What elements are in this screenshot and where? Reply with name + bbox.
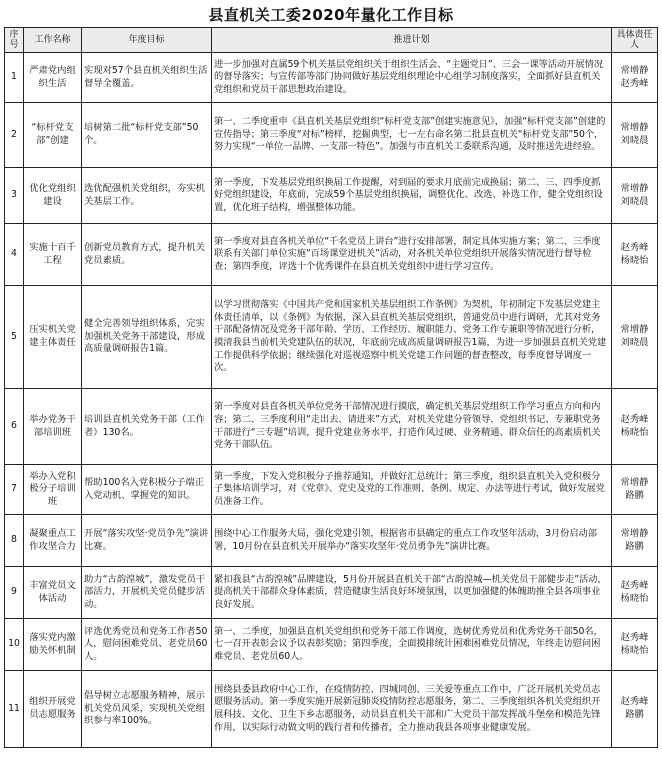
row-plan: 第一季度对县直各机关单位党务干部情况进行摸底，确定机关基层党组织工作学习重点方向和内容；第二、三季度利用“走出去、请进来”方式，对机关党建分管领导、党组织书记、专兼职党务干部进行“三专题”培训，提升党建业务水平，打造作风过硬、业务精通、群众信任的高素质机关党务干部队伍。 — [212, 389, 612, 465]
row-name: “标杆党支部”创建 — [24, 103, 82, 168]
row-no: 9 — [5, 567, 24, 619]
owner-name: 刘晓晨 — [620, 195, 649, 207]
row-owner — [612, 515, 658, 567]
row-name: 组织开展党员志愿服务 — [24, 671, 82, 748]
row-plan: 围绕中心工作服务大局，强化党建引领，根据省市县确定的重点工作攻坚年活动，3月份启动部署，10月份在县直机关开展举办“落实攻坚年·党员勇争先”演讲比赛。 — [212, 515, 612, 567]
owner-name: 常增静 — [620, 182, 649, 194]
row-goal: 创新党员教育方式，提升机关党员素质。 — [82, 224, 212, 286]
owner-name: 常增静 — [620, 324, 649, 336]
row-plan: 第一、二季度，加强县直机关党组织和党务干部工作调度，选树优秀党员和优秀党务干部50名，七一召开表彰会议予以表彰奖励；第四季度，全面摸排统计困难困难党员情况，年终走访慰问困难党员、老党员60人。 — [212, 619, 612, 671]
row-name: 落实党内激励关怀机制 — [24, 619, 82, 671]
row-no: 4 — [5, 224, 24, 286]
owner-name: 赵秀峰 — [620, 696, 649, 708]
row-goal: 培训县直机关党务干部（工作者）130名。 — [82, 389, 212, 465]
owner-name: 杨晓怡 — [620, 592, 649, 604]
row-goal: 健全完善领导组织体系，完实加强机关党务干部建设，形成高质量调研报告1篇。 — [82, 286, 212, 389]
header-owner: 具体责任人 — [612, 28, 658, 53]
owner-name: 刘晓晨 — [620, 135, 649, 146]
owner-name: 赵秀峰 — [620, 241, 649, 253]
owner-name: 赵秀峰 — [620, 631, 649, 643]
table-row — [5, 389, 658, 465]
table-header-row — [5, 28, 658, 53]
owner-name: 杨晓怡 — [620, 644, 649, 656]
row-name: 凝聚重点工作攻坚合力 — [24, 515, 82, 567]
row-goal: 助力“古韵湟城”，激发党员干部活力，开展机关党员健步活动。 — [82, 567, 212, 619]
table-row — [5, 53, 658, 103]
row-plan: 第一、二季度重申《县直机关基层党组织“标杆党支部”创建实施意见》，加强“标杆党支部”创建的宣传指导；第三季度“对标”榜样，挖掘典型，七一左右命名第二批县直机关“标杆党支部”50个，努力实现“一单位一品牌、一支部一特色”。加强与市直机关工委联系沟通，及时推送先进经验。 — [212, 103, 612, 168]
row-goal: 培树第二批“标杆党支部”50个。 — [82, 103, 212, 168]
row-plan: 进一步加强对直属59个机关基层党组织关于组织生活会、“主题党日”、三会一课等活动开展情况的督导落实；与宣传部等部门协同做好基层党组织理论中心组学习制度落实，全面抓好县直机关党组织和党员干部思想政治建设。 — [212, 53, 612, 103]
table-row — [5, 671, 658, 748]
header-goal: 年度目标 — [82, 28, 212, 53]
owner-name: 常增静 — [620, 476, 649, 488]
table-row — [5, 515, 658, 567]
table-row — [5, 465, 658, 515]
row-name: 丰富党员文体活动 — [24, 567, 82, 619]
table-row — [5, 286, 658, 389]
row-owner — [612, 168, 658, 224]
row-no: 8 — [5, 515, 24, 567]
goals-table — [4, 27, 658, 748]
row-goal: 选优配强机关党组织，夯实机关基层工作。 — [82, 168, 212, 224]
row-no: 7 — [5, 465, 24, 515]
owner-name: 常增静 — [620, 64, 649, 76]
row-owner — [612, 671, 658, 748]
row-name: 严肃党内组织生活 — [24, 53, 82, 103]
row-name: 举办党务干部培训班 — [24, 389, 82, 465]
owner-name: 杨晓怡 — [620, 254, 649, 266]
header-name: 工作名称 — [24, 28, 82, 53]
row-no: 5 — [5, 286, 24, 389]
table-row — [5, 567, 658, 619]
row-owner — [612, 619, 658, 671]
row-no: 2 — [5, 103, 24, 168]
row-owner — [612, 53, 658, 103]
row-owner — [612, 224, 658, 286]
row-goal: 帮助100名入党积极分子端正入党动机、掌握党的知识。 — [82, 465, 212, 515]
owner-name: 赵秀峰 — [620, 413, 649, 425]
table-row — [5, 619, 658, 671]
row-no: 6 — [5, 389, 24, 465]
row-goal: 开展“落实攻坚·党员争先”演讲比赛。 — [82, 515, 212, 567]
row-name: 实施十百千工程 — [24, 224, 82, 286]
table-body — [5, 53, 658, 748]
owner-name: 常增静 — [620, 527, 649, 539]
row-owner — [612, 465, 658, 515]
row-no: 10 — [5, 619, 24, 671]
row-no: 1 — [5, 53, 24, 103]
row-name: 压实机关党建主体责任 — [24, 286, 82, 389]
row-no: 11 — [5, 671, 24, 748]
row-goal: 评选优秀党员和党务工作者50人，慰问困难党员、老党员60人。 — [82, 619, 212, 671]
table-row — [5, 224, 658, 286]
owner-name: 赵秀峰 — [620, 77, 649, 89]
owner-name: 路鹏 — [625, 489, 644, 501]
header-plan: 推进计划 — [212, 28, 612, 53]
row-name: 优化党组织建设 — [24, 168, 82, 224]
header-no: 序号 — [5, 28, 24, 53]
row-owner — [612, 103, 658, 168]
row-name: 举办入党积极分子培训班 — [24, 465, 82, 515]
row-plan: 紧扣我县“古韵湟城”品牌建设，5月份开展县直机关干部“古韵湟城—机关党员干部健步走”活动，提高机关干部群众身体素质，营造健康生活良好环境氛围，以更加强健的体魄助推全县各项事业良好发展。 — [212, 567, 612, 619]
row-goal: 倡导树立志愿服务精神，展示机关党员风采，实现机关党组织参与率100%。 — [82, 671, 212, 748]
owner-name: 赵秀峰 — [620, 579, 649, 591]
row-owner — [612, 286, 658, 389]
row-plan: 以学习贯彻落实《中国共产党和国家机关基层组织工作条例》为契机，年初制定下发基层党建主体责任清单，以《条例》为依据，深入县直机关基层党组织，普通党员中进行调研，尤其对党务干部配备情况及党务干部年龄、学历、工作经历、履职能力、党务工作专兼职等情况进行分析，摸清我县当前机关党建队伍的状况，年底前完成高质量调研报告1篇，为进一步加强县直机关党建工作提供科学依据；继续强化对巡视巡察中机关党建工作问题的督查整改，每季度督导调度一次。 — [212, 286, 612, 389]
row-plan: 第一季度对县直各机关单位“千名党员上讲台”进行安排部署，制定具体实施方案；第二、三季度联系有关部门单位实施“百场课堂进机关”活动，对各机关单位党组织开展落实情况进行督导检查；第四季度，评选十个优秀课件在县直机关党组织中进行学习宣传。 — [212, 224, 612, 286]
row-owner — [612, 567, 658, 619]
owner-name: 路鹏 — [625, 709, 644, 720]
table-row — [5, 103, 658, 168]
owner-name: 刘晓晨 — [620, 337, 649, 348]
table-row — [5, 168, 658, 224]
owner-name: 路鹏 — [625, 540, 644, 552]
row-no: 3 — [5, 168, 24, 224]
document-title: 县直机关工委2020年量化工作目标 — [208, 6, 454, 24]
row-plan: 围绕县委县政府中心工作，在疫情防控、四城同创、三关爱等重点工作中，广泛开展机关党员志愿服务活动。第一季度实施开展新冠肺炎疫情防控志愿服务，第二、三季度组织各机关党组织开展科技、文化、卫生下乡志愿服务，动员县直机关干部和广大党员干部发挥战斗堡垒和模范先锋作用，以实际行动做文明的践行者和传播者，全力推动我县各项事业健康发展。 — [212, 671, 612, 748]
row-plan: 第一季度，下发基层党组织换届工作提醒，对到届的要求月底前完成换届；第二、三、四季度抓好党组织建设，年底前，完成59个基层党组织换届，调整优化、改选、补选工作，健全党组织设置，优化班子结构，增强整体功能。 — [212, 168, 612, 224]
owner-name: 常增静 — [620, 122, 649, 134]
owner-name: 杨晓怡 — [620, 426, 649, 438]
row-goal: 实现对57个县直机关组织生活督导全覆盖。 — [82, 53, 212, 103]
row-plan: 第一季度，下发入党积极分子推荐通知，并做好汇总统计；第三季度，组织县直机关入党积极分子集体培训学习，对《党章》、党史及党的工作准则、条例、规定、办法等进行考试，做好发展党员准备工作。 — [212, 465, 612, 515]
row-owner — [612, 389, 658, 465]
